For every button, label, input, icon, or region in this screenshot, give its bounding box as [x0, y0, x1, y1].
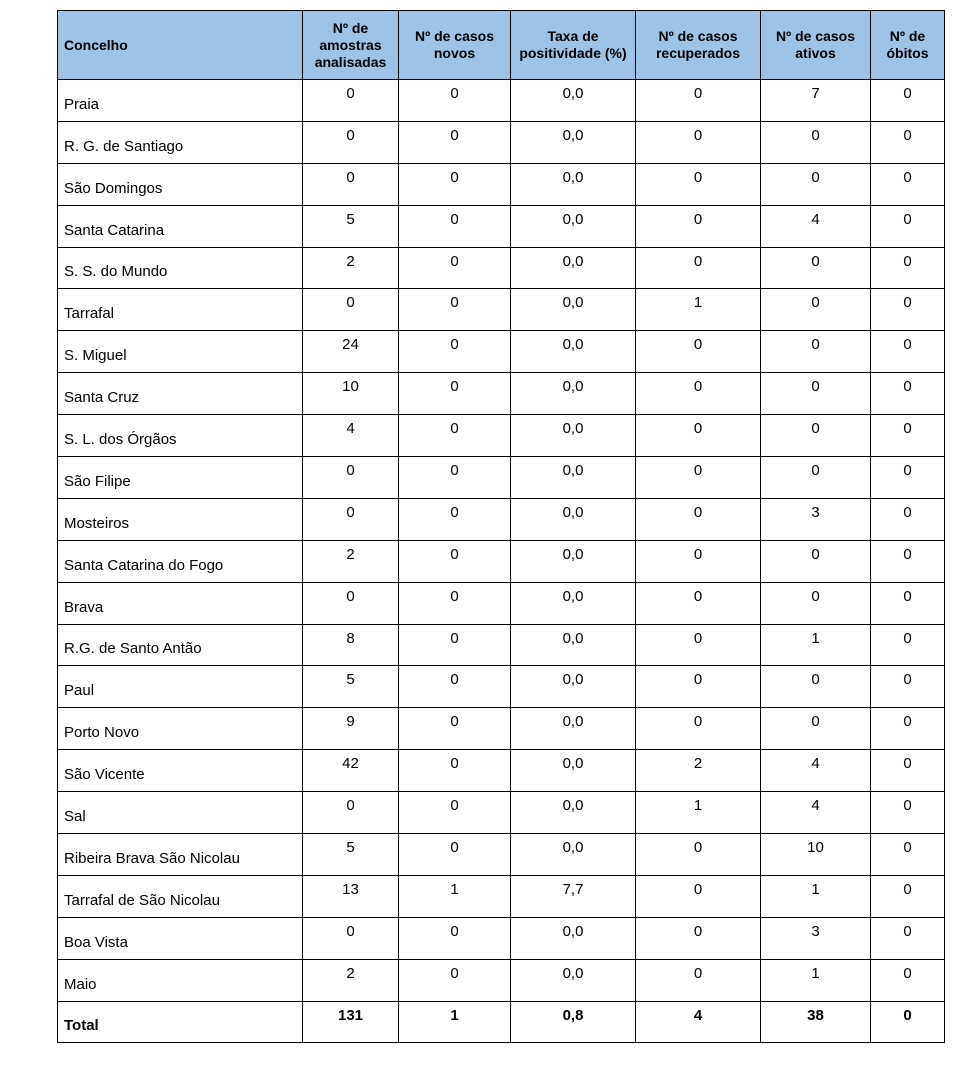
- value-cell: 0,0: [511, 750, 636, 792]
- value-cell: 0: [636, 624, 761, 666]
- concelho-cell: Praia: [58, 80, 303, 122]
- value-cell: 0: [303, 121, 399, 163]
- value-cell: 0: [399, 415, 511, 457]
- value-cell: 0: [399, 917, 511, 959]
- concelho-cell: Tarrafal de São Nicolau: [58, 875, 303, 917]
- value-cell: 2: [303, 959, 399, 1001]
- value-cell: 1: [636, 792, 761, 834]
- value-cell: 0: [399, 540, 511, 582]
- value-cell: 0: [871, 373, 945, 415]
- value-cell: 0: [636, 917, 761, 959]
- value-cell: 24: [303, 331, 399, 373]
- covid-cases-table: [57, 10, 945, 1043]
- value-cell: 1: [761, 959, 871, 1001]
- value-cell: 0: [303, 289, 399, 331]
- value-cell: 0: [636, 163, 761, 205]
- value-cell: 38: [761, 1001, 871, 1043]
- value-cell: 0: [303, 163, 399, 205]
- value-cell: 0: [636, 708, 761, 750]
- table-row: [58, 540, 945, 582]
- concelho-cell: Ribeira Brava São Nicolau: [58, 834, 303, 876]
- value-cell: 4: [761, 792, 871, 834]
- value-cell: 13: [303, 875, 399, 917]
- column-header: Taxa de positividade (%): [511, 11, 636, 80]
- value-cell: 7,7: [511, 875, 636, 917]
- value-cell: 0,0: [511, 457, 636, 499]
- table-row: [58, 80, 945, 122]
- value-cell: 0: [761, 540, 871, 582]
- value-cell: 0: [871, 498, 945, 540]
- value-cell: 0: [871, 959, 945, 1001]
- value-cell: 0: [761, 331, 871, 373]
- value-cell: 0: [636, 540, 761, 582]
- value-cell: 0: [303, 917, 399, 959]
- value-cell: 0,0: [511, 582, 636, 624]
- value-cell: 4: [636, 1001, 761, 1043]
- value-cell: 0,0: [511, 666, 636, 708]
- value-cell: 0: [871, 205, 945, 247]
- value-cell: 0: [871, 415, 945, 457]
- value-cell: 0: [761, 666, 871, 708]
- value-cell: 0: [303, 582, 399, 624]
- value-cell: 0: [303, 498, 399, 540]
- value-cell: 0: [871, 917, 945, 959]
- value-cell: 0: [761, 121, 871, 163]
- value-cell: 0: [636, 666, 761, 708]
- value-cell: 0: [399, 163, 511, 205]
- table-row: [58, 205, 945, 247]
- value-cell: 0: [303, 792, 399, 834]
- value-cell: 0: [636, 498, 761, 540]
- value-cell: 0,0: [511, 959, 636, 1001]
- value-cell: 0: [761, 373, 871, 415]
- value-cell: 0: [636, 331, 761, 373]
- value-cell: 42: [303, 750, 399, 792]
- value-cell: 0: [399, 121, 511, 163]
- column-header: Nº de casos novos: [399, 11, 511, 80]
- column-header: Nº de amostras analisadas: [303, 11, 399, 80]
- value-cell: 5: [303, 205, 399, 247]
- value-cell: 2: [636, 750, 761, 792]
- value-cell: 0,0: [511, 247, 636, 289]
- table-row: [58, 959, 945, 1001]
- value-cell: 0: [636, 457, 761, 499]
- value-cell: 0: [871, 582, 945, 624]
- concelho-cell: São Vicente: [58, 750, 303, 792]
- value-cell: 1: [761, 624, 871, 666]
- value-cell: 1: [399, 875, 511, 917]
- concelho-cell: São Domingos: [58, 163, 303, 205]
- value-cell: 0: [636, 373, 761, 415]
- value-cell: 0: [871, 624, 945, 666]
- value-cell: 0: [399, 457, 511, 499]
- value-cell: 10: [303, 373, 399, 415]
- value-cell: 0: [636, 834, 761, 876]
- table-row: [58, 289, 945, 331]
- value-cell: 0,0: [511, 121, 636, 163]
- value-cell: 0,0: [511, 289, 636, 331]
- value-cell: 4: [303, 415, 399, 457]
- value-cell: 0: [871, 834, 945, 876]
- value-cell: 0,0: [511, 540, 636, 582]
- value-cell: 4: [761, 205, 871, 247]
- value-cell: 0: [871, 331, 945, 373]
- concelho-cell: S. L. dos Órgãos: [58, 415, 303, 457]
- value-cell: 0: [871, 875, 945, 917]
- total-row: [58, 1001, 945, 1043]
- value-cell: 0,0: [511, 708, 636, 750]
- value-cell: 0: [636, 959, 761, 1001]
- value-cell: 7: [761, 80, 871, 122]
- value-cell: 0: [399, 834, 511, 876]
- value-cell: 0: [303, 80, 399, 122]
- value-cell: 0: [399, 582, 511, 624]
- value-cell: 0: [761, 163, 871, 205]
- value-cell: 0: [399, 498, 511, 540]
- concelho-cell: Paul: [58, 666, 303, 708]
- value-cell: 2: [303, 247, 399, 289]
- table-row: [58, 247, 945, 289]
- value-cell: 0,0: [511, 373, 636, 415]
- value-cell: 0: [761, 457, 871, 499]
- value-cell: 0: [871, 666, 945, 708]
- concelho-cell: Total: [58, 1001, 303, 1043]
- value-cell: 0,0: [511, 624, 636, 666]
- value-cell: 10: [761, 834, 871, 876]
- column-header: Nº de casos recuperados: [636, 11, 761, 80]
- concelho-cell: Mosteiros: [58, 498, 303, 540]
- table-row: [58, 163, 945, 205]
- table-row: [58, 708, 945, 750]
- value-cell: 0: [399, 373, 511, 415]
- concelho-cell: São Filipe: [58, 457, 303, 499]
- value-cell: 0,0: [511, 792, 636, 834]
- value-cell: 0: [761, 415, 871, 457]
- concelho-cell: S. S. do Mundo: [58, 247, 303, 289]
- header-row: [58, 11, 945, 80]
- value-cell: 1: [636, 289, 761, 331]
- value-cell: 0: [399, 331, 511, 373]
- value-cell: 0: [871, 247, 945, 289]
- column-header: Nº de óbitos: [871, 11, 945, 80]
- table-row: [58, 792, 945, 834]
- value-cell: 0: [399, 708, 511, 750]
- table-row: [58, 834, 945, 876]
- concelho-cell: Maio: [58, 959, 303, 1001]
- value-cell: 4: [761, 750, 871, 792]
- value-cell: 9: [303, 708, 399, 750]
- value-cell: 0,0: [511, 331, 636, 373]
- table-row: [58, 582, 945, 624]
- value-cell: 0: [871, 121, 945, 163]
- column-header: Nº de casos ativos: [761, 11, 871, 80]
- value-cell: 0: [761, 289, 871, 331]
- value-cell: 0: [871, 163, 945, 205]
- table-row: [58, 457, 945, 499]
- value-cell: 0: [871, 80, 945, 122]
- table-row: [58, 498, 945, 540]
- value-cell: 0: [871, 457, 945, 499]
- value-cell: 0,0: [511, 80, 636, 122]
- value-cell: 0: [399, 624, 511, 666]
- table-row: [58, 666, 945, 708]
- value-cell: 0: [636, 875, 761, 917]
- value-cell: 0: [636, 415, 761, 457]
- value-cell: 0,0: [511, 917, 636, 959]
- value-cell: 0,0: [511, 163, 636, 205]
- value-cell: 0: [871, 289, 945, 331]
- value-cell: 0: [636, 121, 761, 163]
- table-row: [58, 331, 945, 373]
- value-cell: 0: [399, 80, 511, 122]
- table-row: [58, 875, 945, 917]
- value-cell: 0: [636, 247, 761, 289]
- value-cell: 0: [303, 457, 399, 499]
- table-body: [58, 80, 945, 1043]
- value-cell: 3: [761, 498, 871, 540]
- value-cell: 0: [871, 540, 945, 582]
- value-cell: 3: [761, 917, 871, 959]
- concelho-cell: Tarrafal: [58, 289, 303, 331]
- value-cell: 0,0: [511, 415, 636, 457]
- table-row: [58, 121, 945, 163]
- value-cell: 0: [399, 247, 511, 289]
- value-cell: 0: [871, 1001, 945, 1043]
- value-cell: 0: [399, 792, 511, 834]
- concelho-cell: Santa Catarina: [58, 205, 303, 247]
- value-cell: 0,8: [511, 1001, 636, 1043]
- value-cell: 0: [399, 205, 511, 247]
- value-cell: 0: [871, 708, 945, 750]
- value-cell: 2: [303, 540, 399, 582]
- value-cell: 5: [303, 666, 399, 708]
- concelho-cell: Santa Cruz: [58, 373, 303, 415]
- value-cell: 0: [871, 750, 945, 792]
- value-cell: 8: [303, 624, 399, 666]
- value-cell: 0: [871, 792, 945, 834]
- table-row: [58, 917, 945, 959]
- value-cell: 0: [399, 289, 511, 331]
- table-row: [58, 373, 945, 415]
- value-cell: 1: [399, 1001, 511, 1043]
- table-row: [58, 750, 945, 792]
- concelho-cell: R.G. de Santo Antão: [58, 624, 303, 666]
- table-row: [58, 624, 945, 666]
- value-cell: 131: [303, 1001, 399, 1043]
- value-cell: 0: [399, 959, 511, 1001]
- value-cell: 0: [761, 582, 871, 624]
- value-cell: 0: [636, 582, 761, 624]
- concelho-cell: S. Miguel: [58, 331, 303, 373]
- concelho-cell: Boa Vista: [58, 917, 303, 959]
- value-cell: 0: [636, 205, 761, 247]
- value-cell: 0: [761, 247, 871, 289]
- value-cell: 0,0: [511, 498, 636, 540]
- concelho-cell: R. G. de Santiago: [58, 121, 303, 163]
- table-row: [58, 415, 945, 457]
- value-cell: 0: [761, 708, 871, 750]
- value-cell: 0: [399, 666, 511, 708]
- concelho-cell: Brava: [58, 582, 303, 624]
- value-cell: 0,0: [511, 205, 636, 247]
- value-cell: 5: [303, 834, 399, 876]
- concelho-cell: Santa Catarina do Fogo: [58, 540, 303, 582]
- value-cell: 0: [636, 80, 761, 122]
- concelho-cell: Sal: [58, 792, 303, 834]
- value-cell: 0,0: [511, 834, 636, 876]
- value-cell: 0: [399, 750, 511, 792]
- concelho-cell: Porto Novo: [58, 708, 303, 750]
- column-header: Concelho: [58, 11, 303, 80]
- value-cell: 1: [761, 875, 871, 917]
